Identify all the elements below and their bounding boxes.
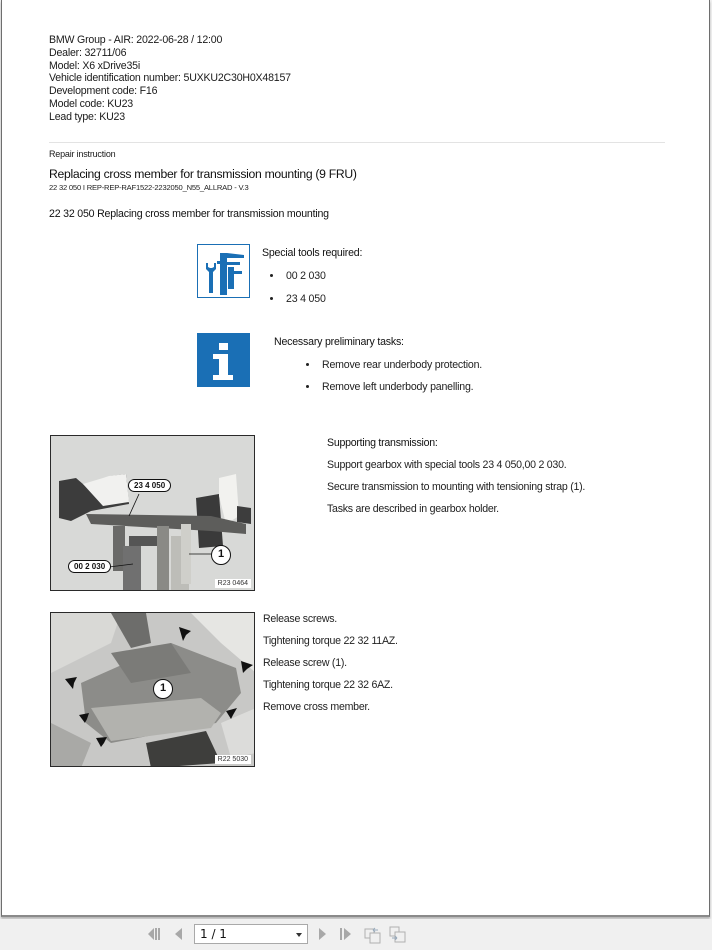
meta-air-date: BMW Group - AIR: 2022-06-28 / 12:00 [49,34,223,46]
next-view-icon [389,926,407,944]
supporting-heading: Supporting transmission: [327,437,438,449]
previous-view-button[interactable] [364,926,380,942]
last-page-button[interactable] [338,926,354,942]
special-tool-number: 00 2 030 [286,270,326,282]
document-page [1,0,710,917]
last-page-icon [338,926,354,942]
document-reference: 22 32 050 I REP-REP-RAF1522-2232050_N55_ALLRAD - V.3 [49,183,249,192]
meta-model: Model: X6 xDrive35i [49,59,140,72]
figure-code: R23 0464 [215,579,251,588]
bullet-icon [306,385,309,388]
special-tool-number: 23 4 050 [286,293,326,305]
document-title: Replacing cross member for transmission mounting (9 FRU) [49,167,357,181]
document-type-label: Repair instruction [49,149,116,159]
vehicle-meta-block [49,34,291,124]
step-instruction: Remove cross member. [263,701,370,713]
section-title: 22 32 050 Replacing cross member for transmission mounting [49,208,329,220]
callout-special-tool: 23 4 050 [128,479,171,492]
cross-member-figure [50,612,255,767]
step-instruction: Tightening torque 22 32 11AZ. [263,635,398,647]
special-tools-heading: Special tools required: [262,247,363,259]
meta-development-code: Development code: F16 [49,85,158,98]
next-page-button[interactable] [314,926,330,942]
bullet-icon [270,274,273,277]
supporting-instruction: Tasks are described in gearbox holder. [327,503,499,515]
meta-vin: Vehicle identification number: 5UXKU2C30H0X48157 [49,72,291,85]
page-number-value: 1 / 1 [200,927,227,941]
step-instruction: Tightening torque 22 32 6AZ. [263,679,393,691]
previous-page-icon [171,926,187,942]
meta-dealer: Dealer: 32711/06 [49,46,127,59]
step-instruction: Release screws. [263,613,337,625]
preliminary-tasks-heading: Necessary preliminary tasks: [274,336,404,348]
page-navigation-toolbar [0,919,712,950]
callout-special-tool: 00 2 030 [68,560,111,573]
page-number-select[interactable] [194,924,308,944]
meta-model-code: Model code: KU23 [49,97,133,110]
callout-number: 1 [153,679,173,699]
next-page-icon [314,926,330,942]
gearbox-holder-figure [50,435,255,591]
bullet-icon [306,363,309,366]
chevron-down-icon [296,933,302,937]
step-instruction: Release screw (1). [263,657,347,669]
supporting-instruction: Secure transmission to mounting with tensioning strap (1). [327,481,586,493]
previous-page-button[interactable] [171,926,187,942]
info-icon [197,333,250,387]
preliminary-task-text: Remove left underbody panelling. [322,381,474,393]
first-page-icon [146,926,162,942]
figure-code: R22 5030 [215,755,251,764]
bullet-icon [270,297,273,300]
callout-number: 1 [211,545,231,565]
meta-lead-type: Lead type: KU23 [49,110,125,123]
next-view-button[interactable] [389,926,405,942]
preliminary-task-text: Remove rear underbody protection. [322,359,483,371]
header-divider [49,142,665,143]
tools-icon [197,244,250,298]
previous-view-icon [364,926,382,944]
first-page-button[interactable] [146,926,162,942]
supporting-instruction: Support gearbox with special tools 23 4 050,00 2 030. [327,459,567,471]
